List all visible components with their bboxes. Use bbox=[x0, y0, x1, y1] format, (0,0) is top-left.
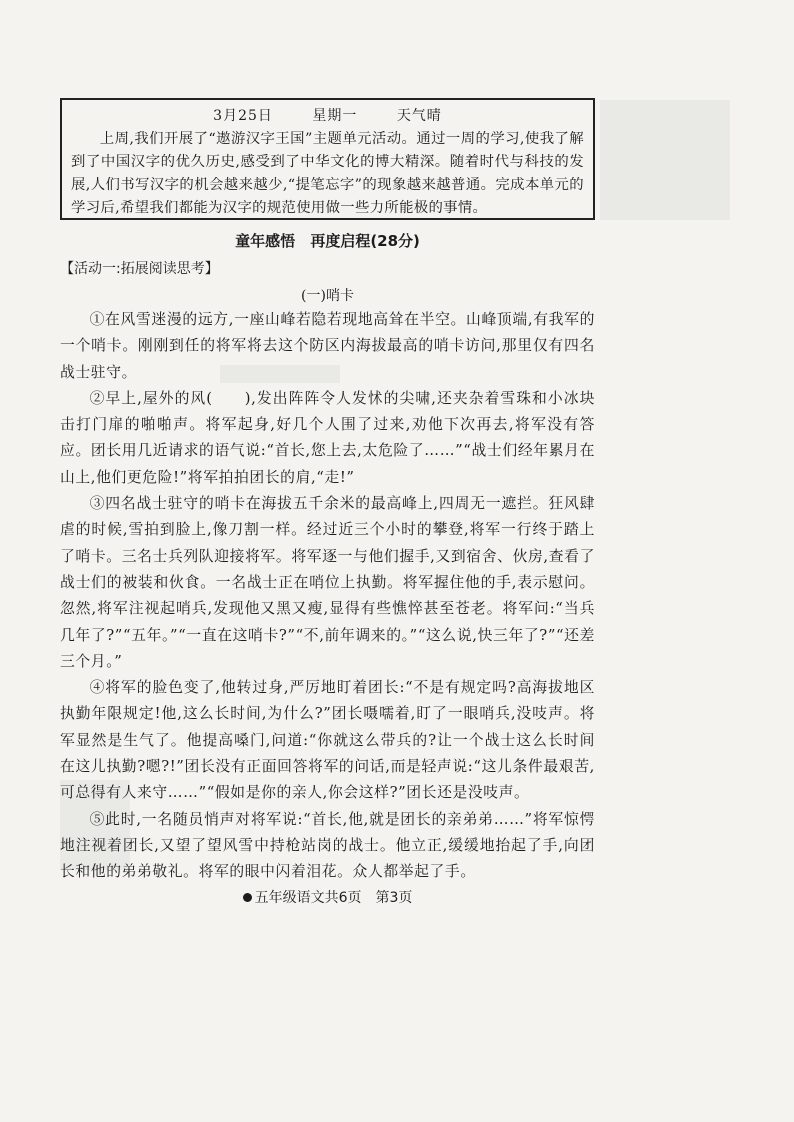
page-footer bbox=[60, 888, 595, 908]
diary-text: 上周,我们开展了“遨游汉字王国”主题单元活动。通过一周的学习,使我了解到了中国汉字的优久历史,感受到了中华文化的博大精深。随着时代与科技的发展,人们书写汉字的机会越来越少,“提笔忘字”的现象越来越普通。完成本单元的学习后,希望我们都能为汉字的规范使用做一些力所能极的事情。 bbox=[71, 131, 584, 216]
section-heading bbox=[60, 231, 595, 251]
diary-weather: 天气晴 bbox=[396, 108, 442, 124]
footer-page-number: 第3页 bbox=[375, 890, 413, 906]
article-body bbox=[60, 307, 595, 886]
activity-label: 【活动一:拓展阅读思考】 bbox=[60, 261, 219, 277]
section-title: 童年感悟 bbox=[235, 232, 296, 250]
diary-date: 3月25日 bbox=[213, 108, 273, 124]
article-paragraph-3: ③四名战士驻守的哨卡在海拔五千余米的最高峰上,四周无一遮拦。狂风肆虐的时候,雪拍到脸上,像刀割一样。经过近三个小时的攀登,将军一行终于踏上了哨卡。三名士兵列队迎接将军。将军逐一与他们握手,又到宿舍、伙房,查看了战士们的被装和伙食。一名战士正在哨位上执勤。将军握住他的手,表示慰问。忽然,将军注视起哨兵,发现他又黑又瘦,显得有些憔悴甚至苍老。将军问:“当兵几年了?”“五年。”“一直在这哨卡?”“不,前年调来的。”“这么说,快三年了?”“还差三个月。” bbox=[60, 495, 595, 670]
article-paragraph-5: ⑤此时,一名随员悄声对将军说:“首长,他,就是团长的亲弟弟……”将军惊愕地注视着团长,又望了望风雪中持枪站岗的战士。他立正,缓缓地抬起了手,向团长和他的弟弟敬礼。将军的眼中闪着泪花。众人都举起了手。 bbox=[60, 810, 595, 881]
article-title: (一)哨卡 bbox=[301, 288, 354, 304]
bullet-icon bbox=[243, 893, 252, 902]
article-paragraph-1: ①在风雪迷漫的远方,一座山峰若隐若现地高耸在半空。山峰顶端,有我军的一个哨卡。刚刚到任的将军将去这个防区内海拔最高的哨卡访问,那里仅有四名战士驻守。 bbox=[60, 311, 595, 381]
article-paragraph-4: ④将军的脸色变了,他转过身,严厉地盯着团长:“不是有规定吗?高海拔地区执勤年限规定!他,这么长时间,为什么?”团长嗫嚅着,盯了一眼哨兵,没吱声。将军显然是生气了。他提高嗓门,问道:“你就这么带兵的?让一个战士这么长时间在这儿执勤?嗯?!”团长没有正面回答将军的问话,而是轻声说:“这儿条件最艰苦,可总得有人来守……”“假如是你的亲人,你会这样?”团长还是没吱声。 bbox=[60, 679, 595, 802]
diary-box bbox=[60, 98, 595, 220]
bleed-through-shadow bbox=[600, 100, 730, 220]
section-subtitle: 再度启程(28分) bbox=[310, 232, 420, 250]
diary-header bbox=[71, 106, 584, 126]
footer-total-pages: 五年级语文共6页 bbox=[254, 890, 362, 906]
diary-weekday: 星期一 bbox=[312, 108, 358, 124]
article-paragraph-2: ②早上,屋外的风( ),发出阵阵令人发怵的尖啸,还夹杂着雪珠和小冰块击打门扉的啪啪声。将军起身,好几个人围了过来,劝他下次再去,将军没有答应。团长用几近请求的语气说:“首长,您上去,太危险了……”“战士们经年累月在山上,他们更危险!”将军拍拍团长的肩,“走!” bbox=[60, 389, 595, 486]
